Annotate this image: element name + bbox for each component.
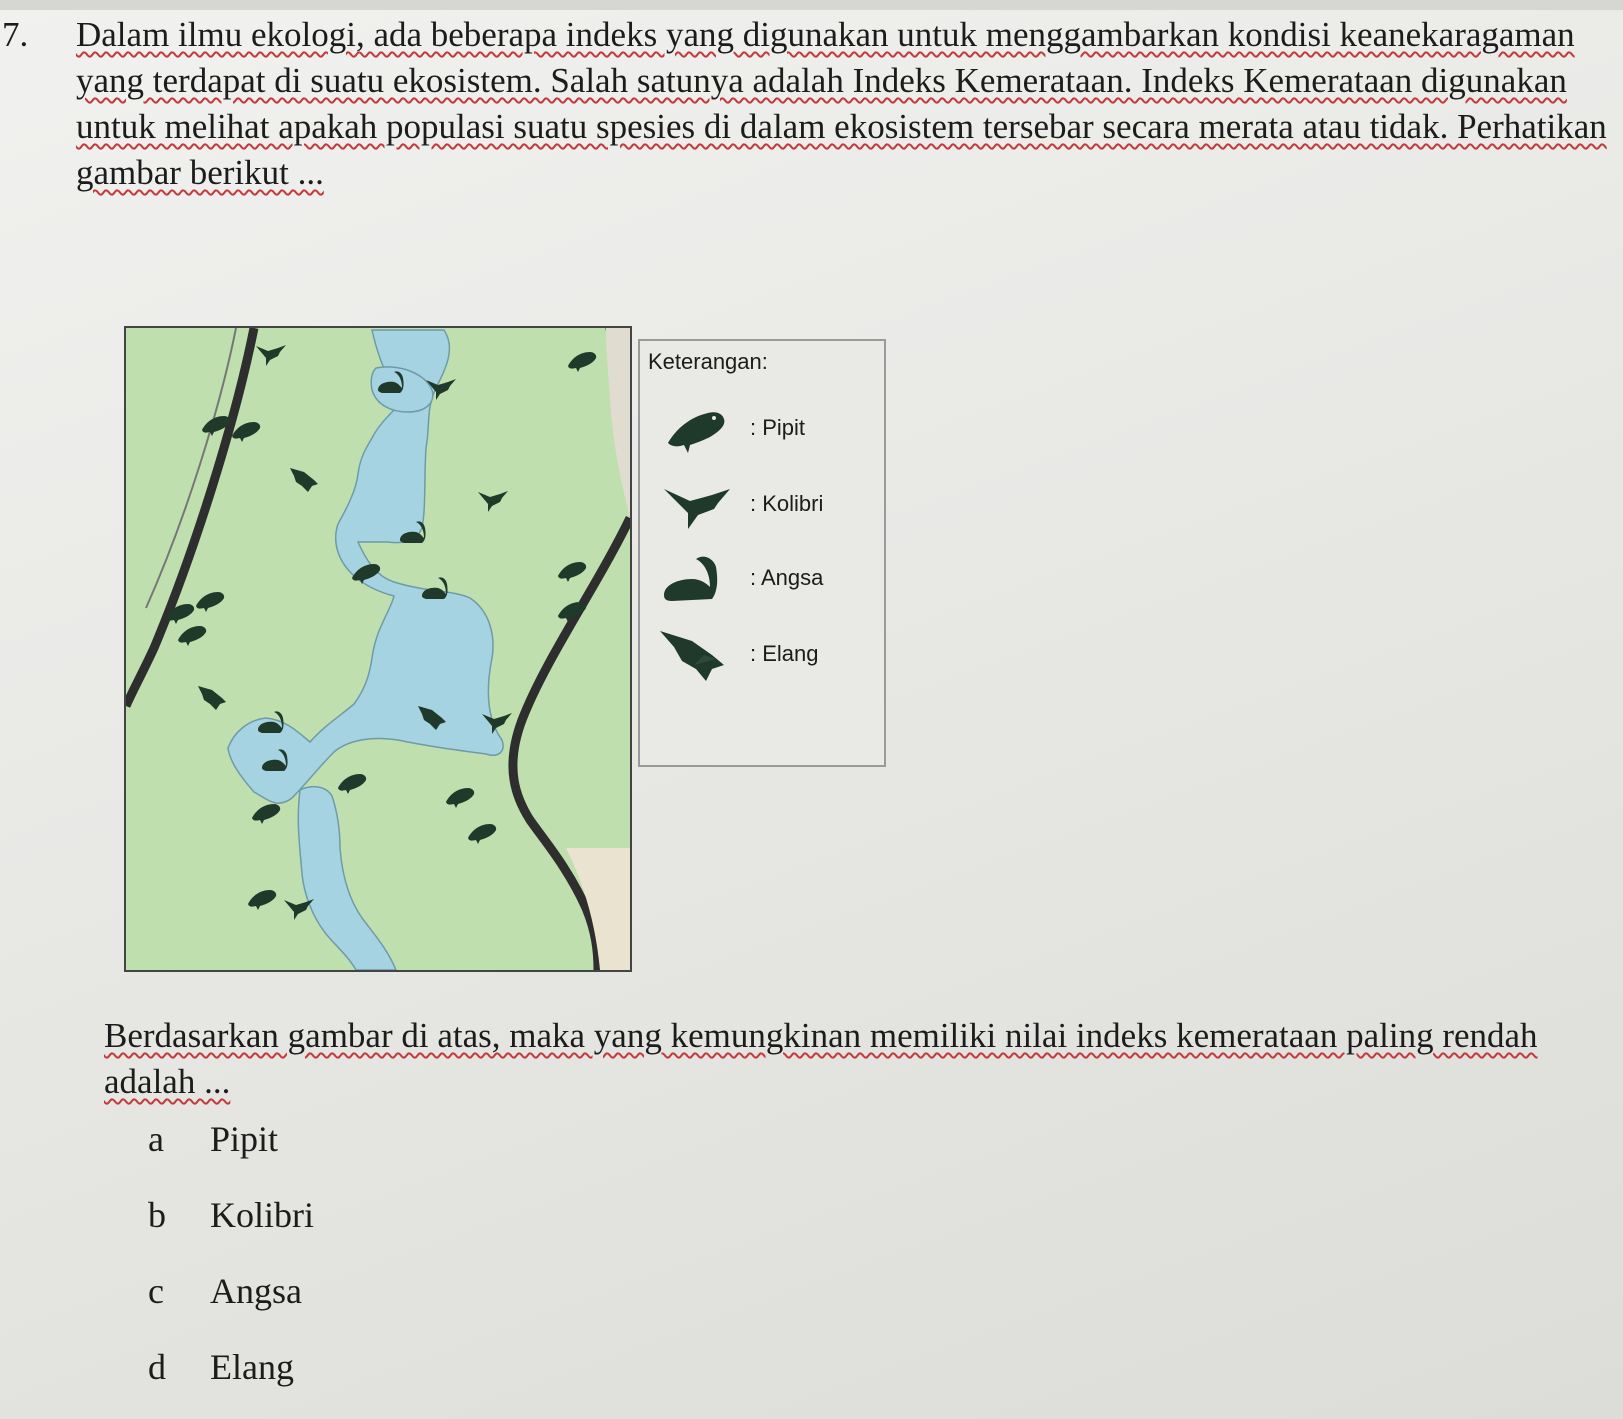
legend-item-angsa <box>650 549 880 609</box>
legend-label-kolibri: : Kolibri <box>750 491 824 516</box>
option-d[interactable] <box>148 1346 294 1388</box>
question-block <box>0 12 1610 196</box>
map-drawing <box>126 328 630 970</box>
option-b[interactable] <box>148 1194 314 1236</box>
option-letter: d <box>148 1347 166 1387</box>
option-c[interactable] <box>148 1270 302 1312</box>
legend-label-angsa: : Angsa <box>750 565 824 590</box>
option-a[interactable] <box>148 1118 278 1160</box>
elang-icon <box>650 625 750 685</box>
question-text: Dalam ilmu ekologi, ada beberapa indeks yang digunakan untuk menggambarkan kondisi keanekaragaman yang terdapat di suatu ekosistem. Salah satunya adalah Indeks Kemerataan. Indeks Kemerataan digunakan untuk melihat apakah populasi suatu spesies di dalam ekosistem tersebar secara merata atau tidak. Perhatikan gambar berikut ... <box>76 15 1607 192</box>
option-letter: c <box>148 1271 164 1311</box>
ecosystem-map <box>124 326 632 972</box>
kolibri-icon <box>650 475 750 535</box>
legend-item-elang <box>650 625 880 685</box>
question-prompt: Berdasarkan gambar di atas, maka yang kemungkinan memiliki nilai indeks kemerataan paling rendah adalah ... <box>104 1016 1538 1101</box>
option-text: Kolibri <box>210 1195 314 1235</box>
option-letter: b <box>148 1195 166 1235</box>
legend-item-kolibri <box>650 475 880 535</box>
legend-label-elang: : Elang <box>750 641 819 666</box>
angsa-icon <box>650 549 750 609</box>
option-letter: a <box>148 1119 164 1159</box>
legend-box <box>638 339 886 767</box>
pipit-icon <box>650 399 750 459</box>
legend-label-pipit: : Pipit <box>750 415 806 440</box>
option-text: Elang <box>210 1347 294 1387</box>
legend-title: Keterangan: <box>648 349 768 374</box>
option-text: Angsa <box>210 1271 302 1311</box>
option-text: Pipit <box>210 1119 279 1159</box>
legend-item-pipit <box>650 399 880 459</box>
question-number: 7. <box>2 15 29 54</box>
top-edge <box>0 0 1623 10</box>
